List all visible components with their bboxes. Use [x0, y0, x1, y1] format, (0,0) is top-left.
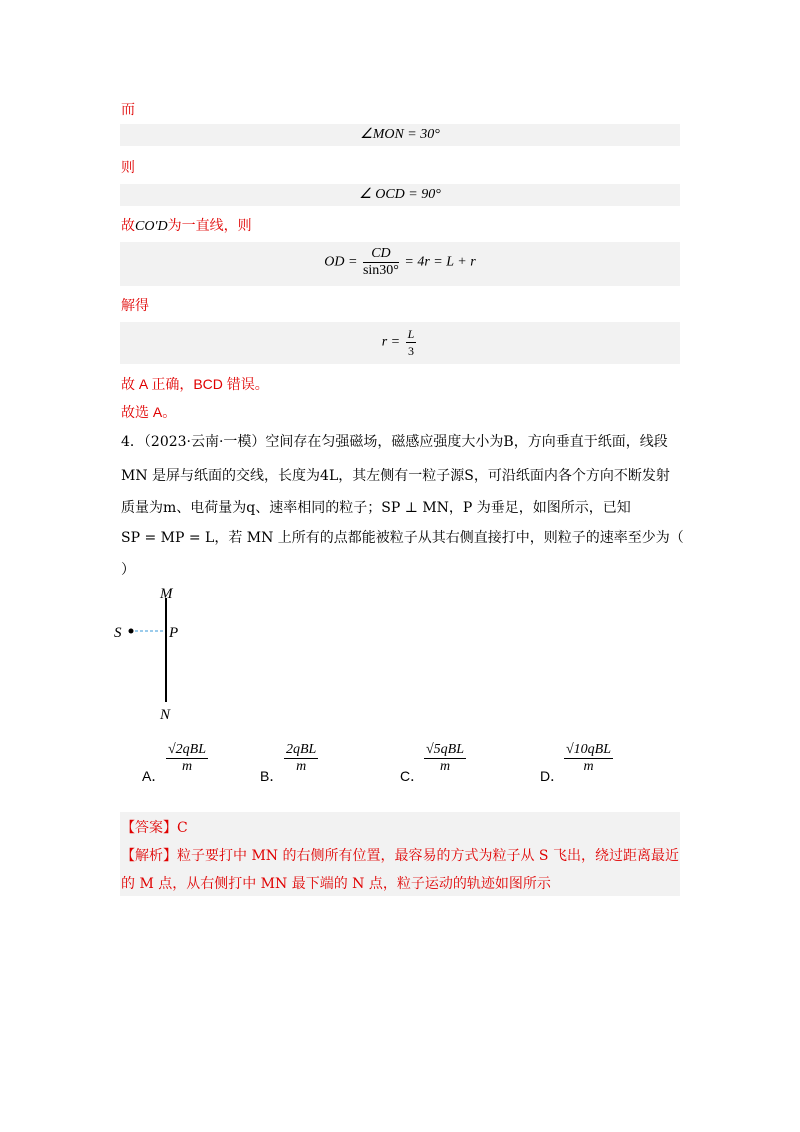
- option-d-numerator: √10qBL: [566, 742, 612, 757]
- label-m: M: [160, 586, 173, 602]
- question-line-2: MN 是屏与纸面的交线，长度为4L，其左侧有一粒子源S，可沿纸面内各个方向不断发射: [121, 468, 670, 484]
- option-c-numerator: √5qBL: [426, 742, 465, 757]
- eq4-denominator: 3: [407, 344, 414, 358]
- equation-box-3: [120, 242, 680, 286]
- eq4-numerator: L: [407, 327, 415, 341]
- equation-box-2: [120, 184, 680, 206]
- question-line-4: SP = MP = L，若 MN 上所有的点都能被粒子从其右侧直接打中，则粒子的速率至少为（: [121, 530, 684, 546]
- eq3-numerator: CD: [363, 246, 399, 263]
- option-c-denominator: m: [439, 759, 451, 774]
- equation-mon: ∠MON = 30°: [360, 127, 440, 142]
- option-a-label: A．: [142, 768, 166, 784]
- question-line-5: ）: [121, 562, 135, 578]
- eq3-right: = 4r = L + r: [404, 254, 476, 270]
- eq4-fraction: [406, 326, 417, 359]
- option-a-numerator: √2qBL: [168, 742, 207, 757]
- question-line-3: 质量为m、电荷量为q、速率相同的粒子；SP ⊥ MN，P 为垂足，如图所示，已知: [121, 500, 631, 516]
- text-gu-suffix: 为一直线，则: [167, 218, 252, 234]
- option-b-numerator: 2qBL: [286, 742, 317, 757]
- text-er: 而: [121, 102, 135, 118]
- source-point-s: [129, 629, 134, 634]
- math-cod: CO′D: [135, 219, 168, 234]
- equation-box-4: [120, 322, 680, 364]
- question-figure: [110, 582, 210, 732]
- analysis-line-2: 的 M 点，从右侧打中 MN 最下端的 N 点，粒子运动的轨迹如图所示: [121, 876, 551, 892]
- text-gu-line: [121, 216, 252, 237]
- question-line-1: 4．（2023·云南·一模）空间存在匀强磁场，磁感应强度大小为B，方向垂直于纸面，线段: [121, 434, 668, 450]
- equation-od: [120, 246, 680, 279]
- option-b-denominator: m: [296, 759, 307, 774]
- option-d-denominator: m: [583, 759, 594, 774]
- equation-box-1: [120, 124, 680, 146]
- option-b-label: B．: [260, 768, 284, 784]
- eq3-fraction: [363, 246, 399, 279]
- text-jiede: 解得: [121, 298, 149, 314]
- text-gu-prefix: 故: [121, 218, 135, 234]
- option-d-fraction: [564, 742, 613, 775]
- answer-line: 【答案】C: [121, 820, 188, 836]
- option-d-label: D．: [540, 768, 565, 784]
- text-ze: 则: [121, 160, 135, 176]
- label-s: S: [114, 625, 122, 641]
- text-a-correct: 故 A 正确，BCD 错误。: [121, 376, 269, 392]
- eq3-denominator: sin30°: [362, 263, 399, 278]
- option-a-denominator: m: [181, 759, 193, 774]
- analysis-line-1: 【解析】粒子要打中 MN 的右侧所有位置，最容易的方式为粒子从 S 飞出，绕过距离最近: [121, 848, 679, 864]
- eq4-left: r =: [381, 334, 401, 350]
- eq3-left: OD =: [324, 254, 358, 270]
- label-p: P: [169, 625, 179, 641]
- equation-r: [120, 326, 680, 359]
- equation-ocd: ∠ OCD = 90°: [359, 187, 441, 202]
- option-c-label: C．: [400, 768, 425, 784]
- option-c-fraction: [424, 742, 466, 775]
- option-b-fraction: [284, 742, 318, 775]
- text-choose-a: 故选 A。: [121, 404, 177, 420]
- option-a-fraction: [166, 742, 208, 775]
- label-n: N: [160, 707, 171, 723]
